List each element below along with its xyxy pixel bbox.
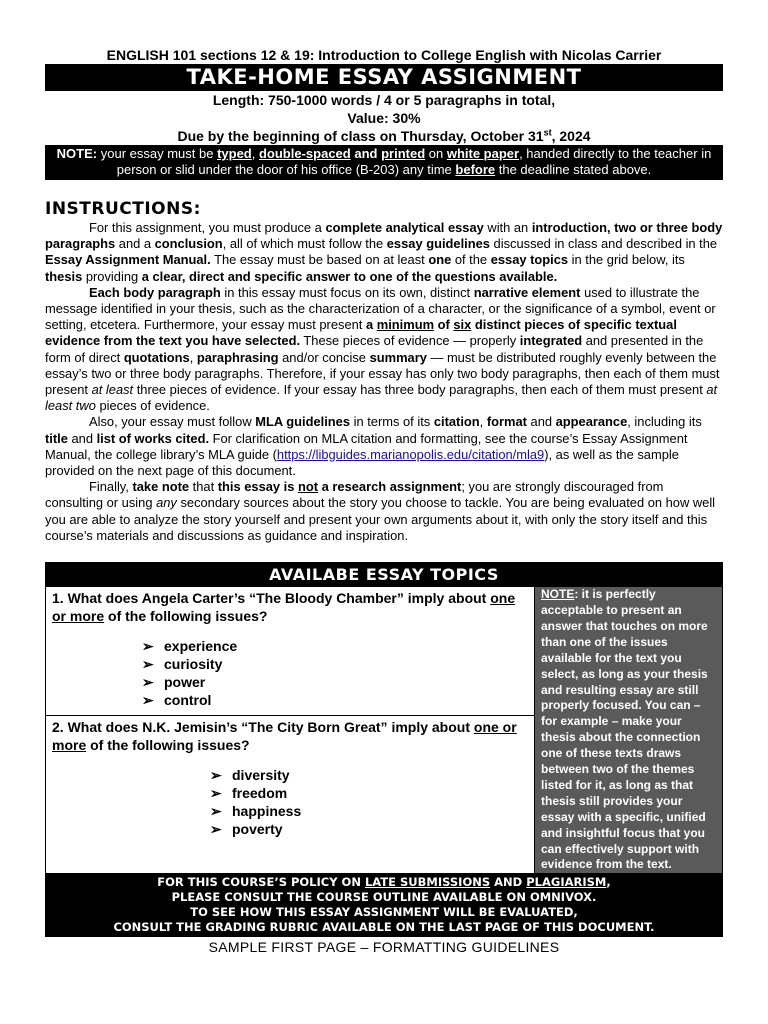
assignment-title: TAKE-HOME ESSAY ASSIGNMENT [45,64,723,91]
arrow-bullet-icon: ➢ [210,803,222,820]
due-suffix: , 2024 [551,128,591,144]
value-line: Value: 30% [347,110,421,126]
note-double-spaced: double-spaced [258,146,351,161]
list-item: ➢ diversity [210,767,290,784]
list-item: ➢ happiness [210,803,302,820]
arrow-bullet-icon: ➢ [142,638,154,655]
due-line [45,127,723,145]
submission-note [45,145,723,180]
note-label: NOTE: [56,146,98,161]
topic-2 [46,715,534,838]
instructions-paragraph-1: For this assignment, you must produce a complete analytical essay with an introduction, two or three body paragraphs and a conclusion, all of which must follow the essay guidelines discussed in class and described in the Essay Assignment Manual. The essay must be based on at least one of the essay topics in the grid below, its thesis providing a clear, direct and specific answer to one of the questions available. [45,220,723,284]
note-white-paper: white paper [446,146,520,161]
arrow-bullet-icon: ➢ [210,785,222,802]
arrow-bullet-icon: ➢ [142,656,154,673]
note-text: , [251,146,259,161]
instructions-paragraph-2: Each body paragraph in this essay must focus on its own, distinct narrative element used to illustrate the message identified in your thesis, such as the characterization of a character, or the significance of a symbol, event or setting, etcetera. Furthermore, your essay must present a minimum of six distinct pieces of specific textual evidence from the text you have selected. These pieces of evidence — properly integrated and presented in the form of direct quotations, paraphrasing and/or concise summary — must be distributed roughly evenly between the essay’s two or three body paragraphs. Therefore, if your essay has only two body paragraphs, then each of them must present at least three pieces of evidence. If your essay has three body paragraphs, then each of them must present at least two pieces of evidence. [45,284,720,414]
due-prefix: Due by the beginning of class on Thursday, October 31 [177,128,544,144]
arrow-bullet-icon: ➢ [142,674,154,691]
topic-2-question: 2. What does N.K. Jemisin’s “The City Born Great” imply about one or more of the following issues? [52,719,517,754]
mla-guide-link[interactable]: https://libguides.marianopolis.edu/citation/mla9 [276,446,545,462]
topics-heading: AVAILABE ESSAY TOPICS [46,563,722,587]
length-line: Length: 750-1000 words / 4 or 5 paragraphs in total, [212,92,556,108]
list-item: ➢ control [142,692,212,709]
note-before: before [455,162,496,177]
list-item: ➢ power [142,674,206,691]
note-text: your essay must be [97,146,218,161]
list-item: ➢ curiosity [142,656,223,673]
note-text: the deadline stated above. [495,162,652,177]
note-text: , handed directly to the teacher in person or slid under the door of his office (B-203) any time [116,146,712,177]
side-note-text: : it is perfectly acceptable to present an answer that touches on more than one of the issues available for the text you select, as long as your thesis and resulting essay are still properly focused. You can – for example – make your thesis about the connection one of these texts draws between two of the themes listed for it, as long as that thesis still provides your essay with a specific, unified and insightful focus that you can effectively support with evidence from the text. [541,587,708,872]
topic-1-issues [52,637,528,709]
arrow-bullet-icon: ➢ [210,821,222,838]
policy-line-1: FOR THIS COURSE’S POLICY ON LATE SUBMISSIONS AND PLAGIARISM, [157,875,611,890]
note-text: on [425,146,447,161]
due-sup: st [543,127,552,138]
sample-page-heading: SAMPLE FIRST PAGE – FORMATTING GUIDELINES [208,939,560,956]
list-item: ➢ freedom [210,785,288,802]
side-note-label: NOTE [541,587,575,602]
list-item: ➢ experience [142,638,238,655]
instructions-paragraph-4: Finally, take note that this essay is not a research assignment; you are strongly discouraged from consulting or using any secondary sources about the story you choose to tackle. You are being evaluated on how well you are able to analyze the story yourself and present your own arguments about it, with only the story itself and this course’s materials and discussions as guidance and inspiration. [45,479,716,543]
policy-line-3: TO SEE HOW THIS ESSAY ASSIGNMENT WILL BE EVALUATED, [190,905,578,920]
note-and: and [350,146,382,161]
topic-2-issues [52,766,528,838]
topic-1 [46,587,534,709]
policy-line-2: PLEASE CONSULT THE COURSE OUTLINE AVAILABLE ON OMNIVOX. [171,890,597,905]
policy-line-4: CONSULT THE GRADING RUBRIC AVAILABLE ON THE LAST PAGE OF THIS DOCUMENT. [113,920,655,935]
essay-topics-table [45,562,723,937]
arrow-bullet-icon: ➢ [142,692,154,709]
topics-list [46,587,535,873]
course-title: ENGLISH 101 sections 12 & 19: Introduction to College English with Nicolas Carrier [106,47,662,63]
instructions-paragraph-3: Also, your essay must follow MLA guidelines in terms of its citation, format and appearance, including its title and list of works cited. For clarification on MLA citation and formatting, see the course’s Essay Assignment Manual, the college library’s MLA guide (https://libguides.marianopolis.edu/citation/mla9), as well as the sample provided on the next page of this document. [45,414,702,479]
note-typed: typed [217,146,252,161]
topics-side-note [535,587,722,873]
arrow-bullet-icon: ➢ [210,767,222,784]
topic-1-question: 1. What does Angela Carter’s “The Bloody Chamber” imply about one or more of the following issues? [52,590,516,625]
topics-body [46,587,722,873]
policy-footer [46,873,722,936]
instructions-heading: INSTRUCTIONS: [45,199,201,219]
list-item: ➢ poverty [210,821,283,838]
assignment-page [45,46,723,955]
note-printed: printed [381,146,426,161]
